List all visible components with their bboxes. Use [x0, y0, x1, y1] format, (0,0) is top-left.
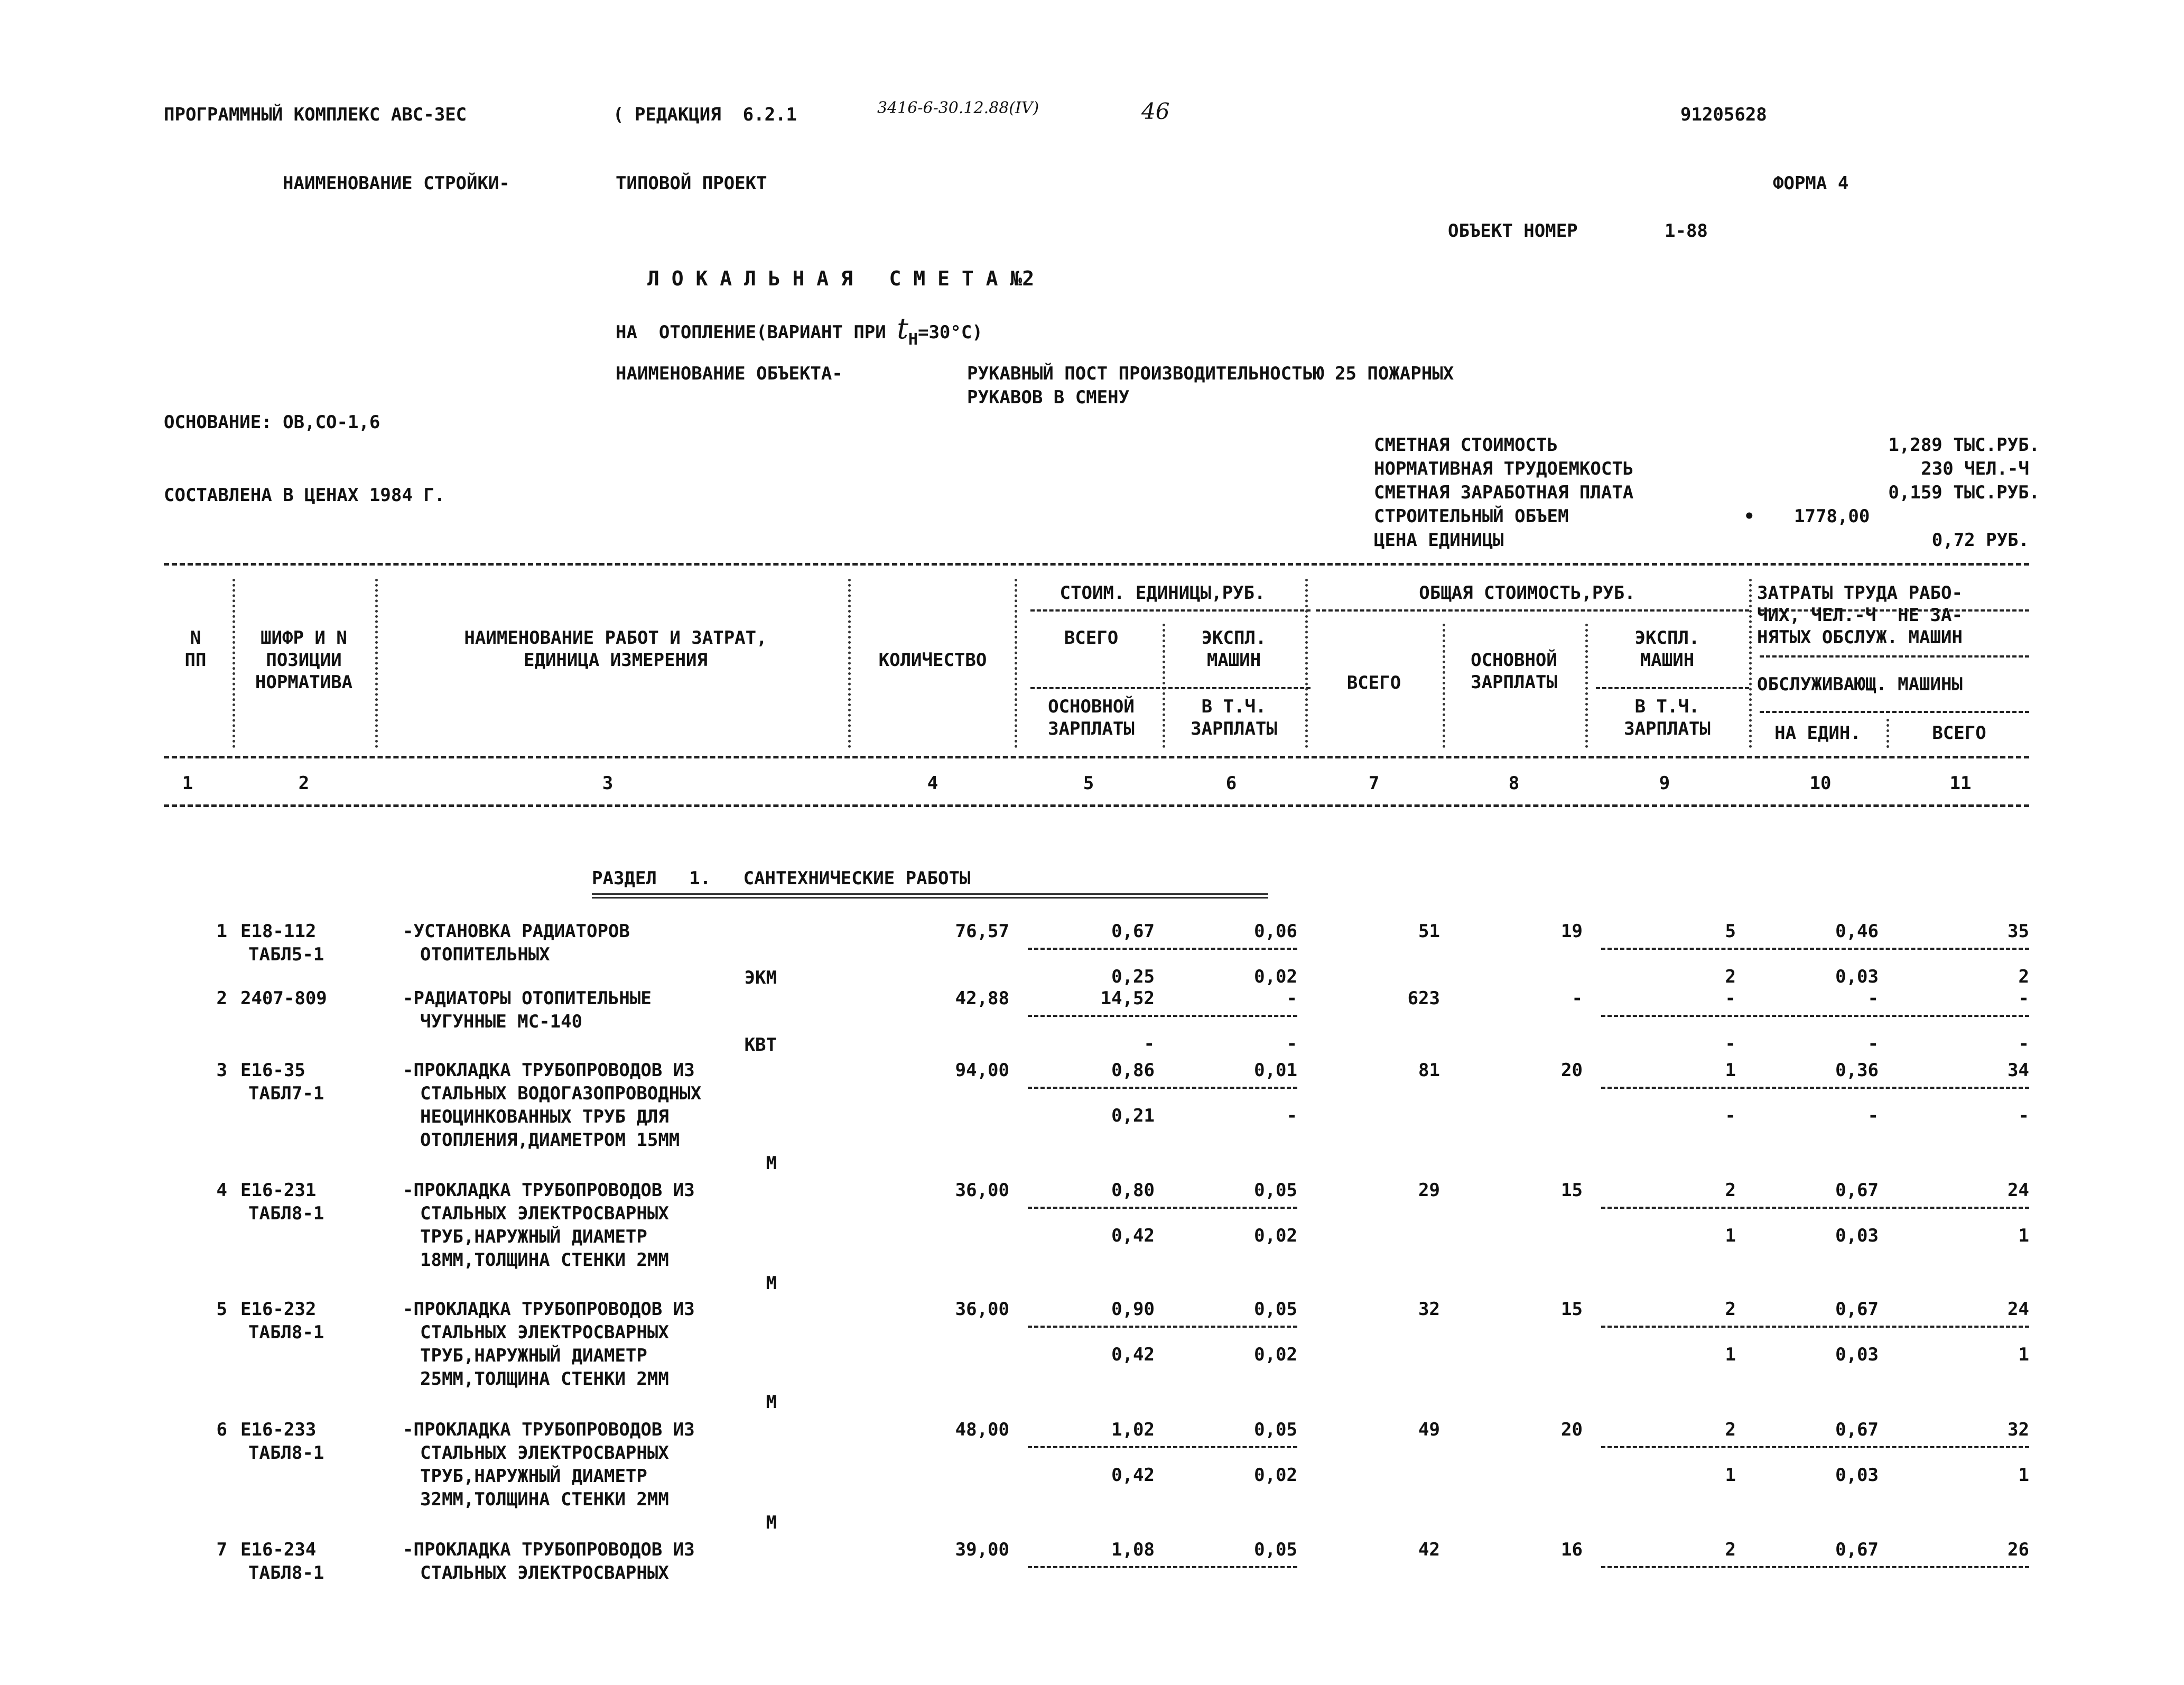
prices-year: СОСТАВЛЕНА В ЦЕНАХ 1984 Г.: [164, 485, 445, 506]
document-subtitle: НА ОТОПЛЕНИЕ(ВАРИАНТ ПРИ tН=30°С): [616, 312, 983, 349]
row-unit-cost-machine: 0,05: [1254, 1299, 1297, 1320]
row-total-cost: 623: [1407, 988, 1440, 1009]
row-unit-cost-total: 0,67: [1111, 921, 1155, 942]
row-labor-total-2: -: [2018, 1033, 2029, 1054]
cell-separator: [1028, 1015, 1297, 1017]
row-description: ОТОПИТЕЛЬНЫХ: [420, 944, 550, 965]
cell-separator: [1028, 1087, 1297, 1089]
row-number: 2: [216, 988, 227, 1009]
cell-separator: [1028, 1566, 1297, 1568]
row-quantity: 39,00: [955, 1539, 1009, 1560]
row-code-table: ТАБЛ7-1: [248, 1083, 324, 1104]
header-unit-basic: ОСНОВНОЙ: [1048, 696, 1135, 717]
row-code: Е16-232: [240, 1299, 317, 1320]
column-number: 2: [298, 773, 310, 794]
row-code: Е16-234: [240, 1539, 317, 1560]
row-total-cost: 51: [1418, 921, 1440, 942]
header-labor: НЯТЫХ ОБСЛУЖ. МАШИН: [1757, 627, 1963, 648]
row-labor-total: 35: [2008, 921, 2029, 942]
row-unit-cost-machine: 0,06: [1254, 921, 1297, 942]
row-unit-cost-total: 14,52: [1100, 988, 1155, 1009]
row-total-cost: 32: [1418, 1299, 1440, 1320]
header-unit-incl: ЗАРПЛАТЫ: [1191, 718, 1277, 739]
header-total-basic: ОСНОВНОЙ: [1471, 650, 1557, 671]
row-labor-unit: 0,36: [1835, 1060, 1879, 1081]
cell-separator: [1601, 1566, 2029, 1568]
row-labor-total: 32: [2008, 1419, 2029, 1440]
row-unit-cost-machine: 0,05: [1254, 1539, 1297, 1560]
row-total-machine: 2: [1725, 1180, 1736, 1201]
summary-value: 230 ЧЕЛ.-Ч: [1921, 458, 2029, 479]
cell-separator: [1601, 1326, 2029, 1328]
header-unit-incl: В Т.Ч.: [1201, 696, 1267, 717]
edition-handwritten-note: 3416-6-30.12.88(IV): [877, 99, 1039, 117]
row-code-table: ТАБЛ8-1: [248, 1442, 324, 1464]
row-unit-cost-total: 0,80: [1111, 1180, 1155, 1201]
row-description: ТРУБ,НАРУЖНЫЙ ДИАМЕТР: [420, 1466, 647, 1487]
row-description: ОТОПЛЕНИЯ,ДИАМЕТРОМ 15ММ: [420, 1129, 680, 1151]
column-separator: [1443, 624, 1445, 748]
header-sub-border: [1030, 687, 1311, 689]
row-code-table: ТАБЛ5-1: [248, 944, 324, 965]
row-description: СТАЛЬНЫХ ЭЛЕКТРОСВАРНЫХ: [420, 1203, 669, 1224]
row-unit-cost-basic-wage: 0,42: [1111, 1225, 1155, 1246]
column-number: 6: [1225, 773, 1237, 794]
row-description: 32ММ,ТОЛЩИНА СТЕНКИ 2ММ: [420, 1489, 669, 1510]
row-labor-total: 34: [2008, 1060, 2029, 1081]
row-labor-total-2: 1: [2018, 1225, 2029, 1246]
row-total-cost: 29: [1418, 1180, 1440, 1201]
summary-label: ЦЕНА ЕДИНИЦЫ: [1374, 530, 1504, 551]
object-number-value: 1-88: [1665, 220, 1708, 242]
row-labor-unit-2: 0,03: [1835, 966, 1879, 987]
header-sub-border: [1760, 655, 2029, 658]
row-unit-cost-basic-wage: -: [1144, 1033, 1155, 1054]
object-number-label: ОБЪЕКТ НОМЕР: [1448, 220, 1578, 242]
row-total-machine-wage: -: [1725, 1105, 1736, 1126]
row-labor-total-2: 1: [2018, 1344, 2029, 1365]
row-description: -УСТАНОВКА РАДИАТОРОВ: [403, 921, 630, 942]
row-labor-total: -: [2018, 988, 2029, 1009]
header-total-incl: ЗАРПЛАТЫ: [1624, 718, 1711, 739]
cell-separator: [1601, 948, 2029, 950]
header-bottom-border: [164, 756, 2029, 758]
row-code: Е16-233: [240, 1419, 317, 1440]
row-code: Е16-35: [240, 1060, 305, 1081]
row-number: 6: [216, 1419, 227, 1440]
row-total-machine-wage: -: [1725, 1033, 1736, 1054]
cell-separator: [1601, 1015, 2029, 1017]
row-unit-cost-total: 1,02: [1111, 1419, 1155, 1440]
row-code-table: ТАБЛ8-1: [248, 1203, 324, 1224]
column-number: 7: [1368, 773, 1380, 794]
header-total-machine: МАШИН: [1640, 650, 1695, 671]
row-number: 4: [216, 1180, 227, 1201]
summary-value: 0,72 РУБ.: [1931, 530, 2029, 551]
header-unit-total: ВСЕГО: [1064, 627, 1119, 649]
row-description: ТРУБ,НАРУЖНЫЙ ДИАМЕТР: [420, 1226, 647, 1247]
row-unit-cost-machine: 0,05: [1254, 1419, 1297, 1440]
row-number: 1: [216, 921, 227, 942]
row-total-machine-wage: 1: [1725, 1344, 1736, 1365]
column-separator: [233, 579, 235, 748]
header-total-cost: ОБЩАЯ СТОИМОСТЬ,РУБ.: [1419, 582, 1635, 604]
column-number: 1: [182, 773, 193, 794]
column-separator: [1585, 624, 1588, 748]
row-number: 5: [216, 1299, 227, 1320]
header-total-machine: ЭКСПЛ.: [1634, 627, 1700, 649]
row-unit-cost-machine-wage: -: [1286, 1033, 1297, 1054]
row-total-machine: 5: [1725, 921, 1736, 942]
section-underline: [592, 893, 1268, 899]
row-number: 3: [216, 1060, 227, 1081]
object-name-line2: РУКАВОВ В СМЕНУ: [967, 387, 1130, 408]
row-description: ЧУГУННЫЕ МС-140: [420, 1011, 583, 1032]
row-description: -ПРОКЛАДКА ТРУБОПРОВОДОВ ИЗ: [403, 1419, 695, 1440]
row-description: СТАЛЬНЫХ ЭЛЕКТРОСВАРНЫХ: [420, 1562, 669, 1584]
column-number: 9: [1659, 773, 1670, 794]
row-labor-unit-2: -: [1867, 1033, 1879, 1054]
column-number: 11: [1949, 773, 1972, 794]
row-total-basic-wage: 20: [1561, 1419, 1583, 1440]
construction-value: ТИПОВОЙ ПРОЕКТ: [616, 173, 767, 194]
row-unit: КВТ: [744, 1034, 777, 1056]
column-number: 3: [602, 773, 614, 794]
cell-separator: [1028, 1326, 1297, 1328]
column-number: 8: [1508, 773, 1520, 794]
row-unit-cost-machine-wage: -: [1286, 1105, 1297, 1126]
row-unit-cost-basic-wage: 0,21: [1111, 1105, 1155, 1126]
header-total-all: ВСЕГО: [1346, 672, 1401, 693]
row-description: СТАЛЬНЫХ ВОДОГАЗОПРОВОДНЫХ: [420, 1083, 702, 1104]
row-total-basic-wage: 20: [1561, 1060, 1583, 1081]
object-name-line1: РУКАВНЫЙ ПОСТ ПРОИЗВОДИТЕЛЬНОСТЬЮ 25 ПОЖАРНЫХ: [967, 363, 1454, 384]
header-sub-border: [1596, 687, 1749, 689]
header-unit-cost: СТОИМ. ЕДИНИЦЫ,РУБ.: [1060, 582, 1266, 604]
summary-label: СМЕТНАЯ СТОИМОСТЬ: [1374, 434, 1558, 456]
number-row-border: [164, 804, 2029, 807]
header-col1: ПП: [184, 650, 207, 671]
header-col2: ПОЗИЦИИ: [266, 650, 342, 671]
row-unit-cost-machine: 0,05: [1254, 1180, 1297, 1201]
header-col3: ЕДИНИЦА ИЗМЕРЕНИЯ: [524, 650, 708, 671]
row-unit-cost-machine-wage: 0,02: [1254, 1465, 1297, 1486]
row-labor-unit-2: 0,03: [1835, 1344, 1879, 1365]
row-total-basic-wage: -: [1572, 988, 1583, 1009]
row-description: -ПРОКЛАДКА ТРУБОПРОВОДОВ ИЗ: [403, 1299, 695, 1320]
edition: ( РЕДАКЦИЯ 6.2.1: [613, 104, 797, 125]
header-sub-border: [1760, 711, 2029, 713]
row-code: Е18-112: [240, 921, 317, 942]
row-description: ТРУБ,НАРУЖНЫЙ ДИАМЕТР: [420, 1345, 647, 1366]
object-name-label: НАИМЕНОВАНИЕ ОБЪЕКТА-: [616, 363, 843, 384]
header-col2: НОРМАТИВА: [255, 672, 353, 693]
row-total-machine: 2: [1725, 1299, 1736, 1320]
row-unit-cost-basic-wage: 0,42: [1111, 1344, 1155, 1365]
row-description: 18ММ,ТОЛЩИНА СТЕНКИ 2ММ: [420, 1249, 669, 1271]
row-unit-cost-basic-wage: 0,42: [1111, 1465, 1155, 1486]
row-description: 25ММ,ТОЛЩИНА СТЕНКИ 2ММ: [420, 1368, 669, 1390]
row-unit-cost-basic-wage: 0,25: [1111, 966, 1155, 987]
header-sub-border: [1316, 609, 1749, 612]
row-unit: М: [766, 1512, 777, 1533]
summary-label: СТРОИТЕЛЬНЫЙ ОБЪЕМ: [1374, 506, 1569, 527]
row-unit: М: [766, 1153, 777, 1174]
row-labor-unit: 0,67: [1835, 1299, 1879, 1320]
form-label: ФОРМА 4: [1773, 173, 1849, 194]
column-separator: [1163, 624, 1165, 748]
row-labor-total: 24: [2008, 1180, 2029, 1201]
row-labor-unit-2: 0,03: [1835, 1225, 1879, 1246]
row-labor-unit-2: 0,03: [1835, 1465, 1879, 1486]
row-description: СТАЛЬНЫХ ЭЛЕКТРОСВАРНЫХ: [420, 1322, 669, 1343]
row-code: Е16-231: [240, 1180, 317, 1201]
row-code-table: ТАБЛ8-1: [248, 1562, 324, 1584]
cell-separator: [1028, 1446, 1297, 1448]
header-labor-total: ВСЕГО: [1932, 723, 1986, 744]
column-number: 10: [1809, 773, 1832, 794]
row-total-cost: 49: [1418, 1419, 1440, 1440]
page-number: 46: [1141, 98, 1170, 124]
summary-value: 0,159 ТЫС.РУБ.: [1888, 482, 2040, 503]
bullet-mark: •: [1744, 506, 1755, 527]
row-quantity: 48,00: [955, 1419, 1009, 1440]
row-unit-cost-total: 1,08: [1111, 1539, 1155, 1560]
row-total-cost: 42: [1418, 1539, 1440, 1560]
header-sub-border: [1030, 609, 1311, 612]
header-unit-basic: ЗАРПЛАТЫ: [1048, 718, 1135, 739]
row-description: -ПРОКЛАДКА ТРУБОПРОВОДОВ ИЗ: [403, 1180, 695, 1201]
row-quantity: 36,00: [955, 1180, 1009, 1201]
row-labor-unit: 0,67: [1835, 1419, 1879, 1440]
row-total-basic-wage: 15: [1561, 1180, 1583, 1201]
row-labor-total-2: 1: [2018, 1465, 2029, 1486]
row-total-machine-wage: 1: [1725, 1225, 1736, 1246]
row-quantity: 36,00: [955, 1299, 1009, 1320]
row-labor-unit: 0,67: [1835, 1539, 1879, 1560]
header-unit-machine: МАШИН: [1206, 650, 1261, 671]
column-separator: [1749, 579, 1752, 748]
row-labor-total: 26: [2008, 1539, 2029, 1560]
document-number: 91205628: [1680, 104, 1767, 125]
row-total-machine-wage: 1: [1725, 1465, 1736, 1486]
row-labor-total-2: -: [2018, 1105, 2029, 1126]
header-total-incl: В Т.Ч.: [1634, 696, 1700, 717]
row-quantity: 94,00: [955, 1060, 1009, 1081]
row-description: НЕОЦИНКОВАННЫХ ТРУБ ДЛЯ: [420, 1106, 669, 1127]
row-total-machine: -: [1725, 988, 1736, 1009]
cell-separator: [1028, 948, 1297, 950]
column-number: 5: [1083, 773, 1094, 794]
summary-label: СМЕТНАЯ ЗАРАБОТНАЯ ПЛАТА: [1374, 482, 1634, 503]
column-separator: [1886, 719, 1889, 748]
summary-value: 1778,00: [1794, 506, 1870, 527]
column-number: 4: [927, 773, 938, 794]
summary-label: НОРМАТИВНАЯ ТРУДОЕМКОСТЬ: [1374, 458, 1634, 479]
row-code: 2407-809: [240, 988, 327, 1009]
row-labor-unit-2: -: [1867, 1105, 1879, 1126]
column-separator: [1305, 579, 1308, 748]
row-total-basic-wage: 15: [1561, 1299, 1583, 1320]
header-col3: НАИМЕНОВАНИЕ РАБОТ И ЗАТРАТ,: [464, 627, 767, 649]
table-top-border: [164, 563, 2029, 566]
row-number: 7: [216, 1539, 227, 1560]
cell-separator: [1601, 1087, 2029, 1089]
row-total-machine-wage: 2: [1725, 966, 1736, 987]
row-unit: М: [766, 1273, 777, 1294]
cell-separator: [1028, 1207, 1297, 1209]
row-quantity: 42,88: [955, 988, 1009, 1009]
basis: ОСНОВАНИЕ: ОВ,СО-1,6: [164, 412, 380, 433]
header-col2: ШИФР И N: [261, 627, 347, 649]
row-total-cost: 81: [1418, 1060, 1440, 1081]
row-total-basic-wage: 19: [1561, 921, 1583, 942]
header-unit-machine: ЭКСПЛ.: [1201, 627, 1267, 649]
header-labor: ЧИХ, ЧЕЛ.-Ч НЕ ЗА-: [1757, 605, 1963, 626]
column-separator: [375, 579, 378, 748]
row-unit-cost-total: 0,86: [1111, 1060, 1155, 1081]
header-labor: ОБСЛУЖИВАЮЩ. МАШИНЫ: [1757, 674, 1963, 695]
header-col1: N: [190, 627, 201, 649]
row-description: СТАЛЬНЫХ ЭЛЕКТРОСВАРНЫХ: [420, 1442, 669, 1464]
row-labor-unit: 0,46: [1835, 921, 1879, 942]
section-title: РАЗДЕЛ 1. САНТЕХНИЧЕСКИЕ РАБОТЫ: [592, 868, 971, 889]
row-description: -ПРОКЛАДКА ТРУБОПРОВОДОВ ИЗ: [403, 1539, 695, 1560]
row-unit-cost-machine-wage: 0,02: [1254, 1225, 1297, 1246]
row-unit-cost-machine: -: [1286, 988, 1297, 1009]
row-code-table: ТАБЛ8-1: [248, 1322, 324, 1343]
row-unit-cost-total: 0,90: [1111, 1299, 1155, 1320]
row-labor-total-2: 2: [2018, 966, 2029, 987]
row-total-basic-wage: 16: [1561, 1539, 1583, 1560]
row-labor-unit: 0,67: [1835, 1180, 1879, 1201]
cell-separator: [1601, 1446, 2029, 1448]
cell-separator: [1601, 1207, 2029, 1209]
column-separator: [1015, 579, 1017, 748]
row-quantity: 76,57: [955, 921, 1009, 942]
document-title: Л О К А Л Ь Н А Я С М Е Т А №2: [647, 267, 1035, 290]
construction-label: НАИМЕНОВАНИЕ СТРОЙКИ-: [283, 173, 510, 194]
row-labor-unit: -: [1867, 988, 1879, 1009]
header-labor-unit: НА ЕДИН.: [1774, 723, 1861, 744]
row-total-machine: 2: [1725, 1539, 1736, 1560]
header-total-basic: ЗАРПЛАТЫ: [1471, 672, 1557, 693]
row-unit-cost-machine-wage: 0,02: [1254, 966, 1297, 987]
summary-value: 1,289 ТЫС.РУБ.: [1888, 434, 2040, 456]
row-total-machine: 2: [1725, 1419, 1736, 1440]
header-labor: ЗАТРАТЫ ТРУДА РАБО-: [1757, 582, 1963, 604]
row-description: -ПРОКЛАДКА ТРУБОПРОВОДОВ ИЗ: [403, 1060, 695, 1081]
row-unit-cost-machine-wage: 0,02: [1254, 1344, 1297, 1365]
row-unit: ЭКМ: [744, 967, 777, 988]
row-unit-cost-machine: 0,01: [1254, 1060, 1297, 1081]
row-total-machine: 1: [1725, 1060, 1736, 1081]
row-labor-total: 24: [2008, 1299, 2029, 1320]
header-col4: КОЛИЧЕСТВО: [878, 650, 987, 671]
column-separator: [848, 579, 851, 748]
row-description: -РАДИАТОРЫ ОТОПИТЕЛЬНЫЕ: [403, 988, 652, 1009]
program-name: ПРОГРАММНЫЙ КОМПЛЕКС АВС-ЗЕС: [164, 104, 467, 125]
row-unit: М: [766, 1392, 777, 1413]
